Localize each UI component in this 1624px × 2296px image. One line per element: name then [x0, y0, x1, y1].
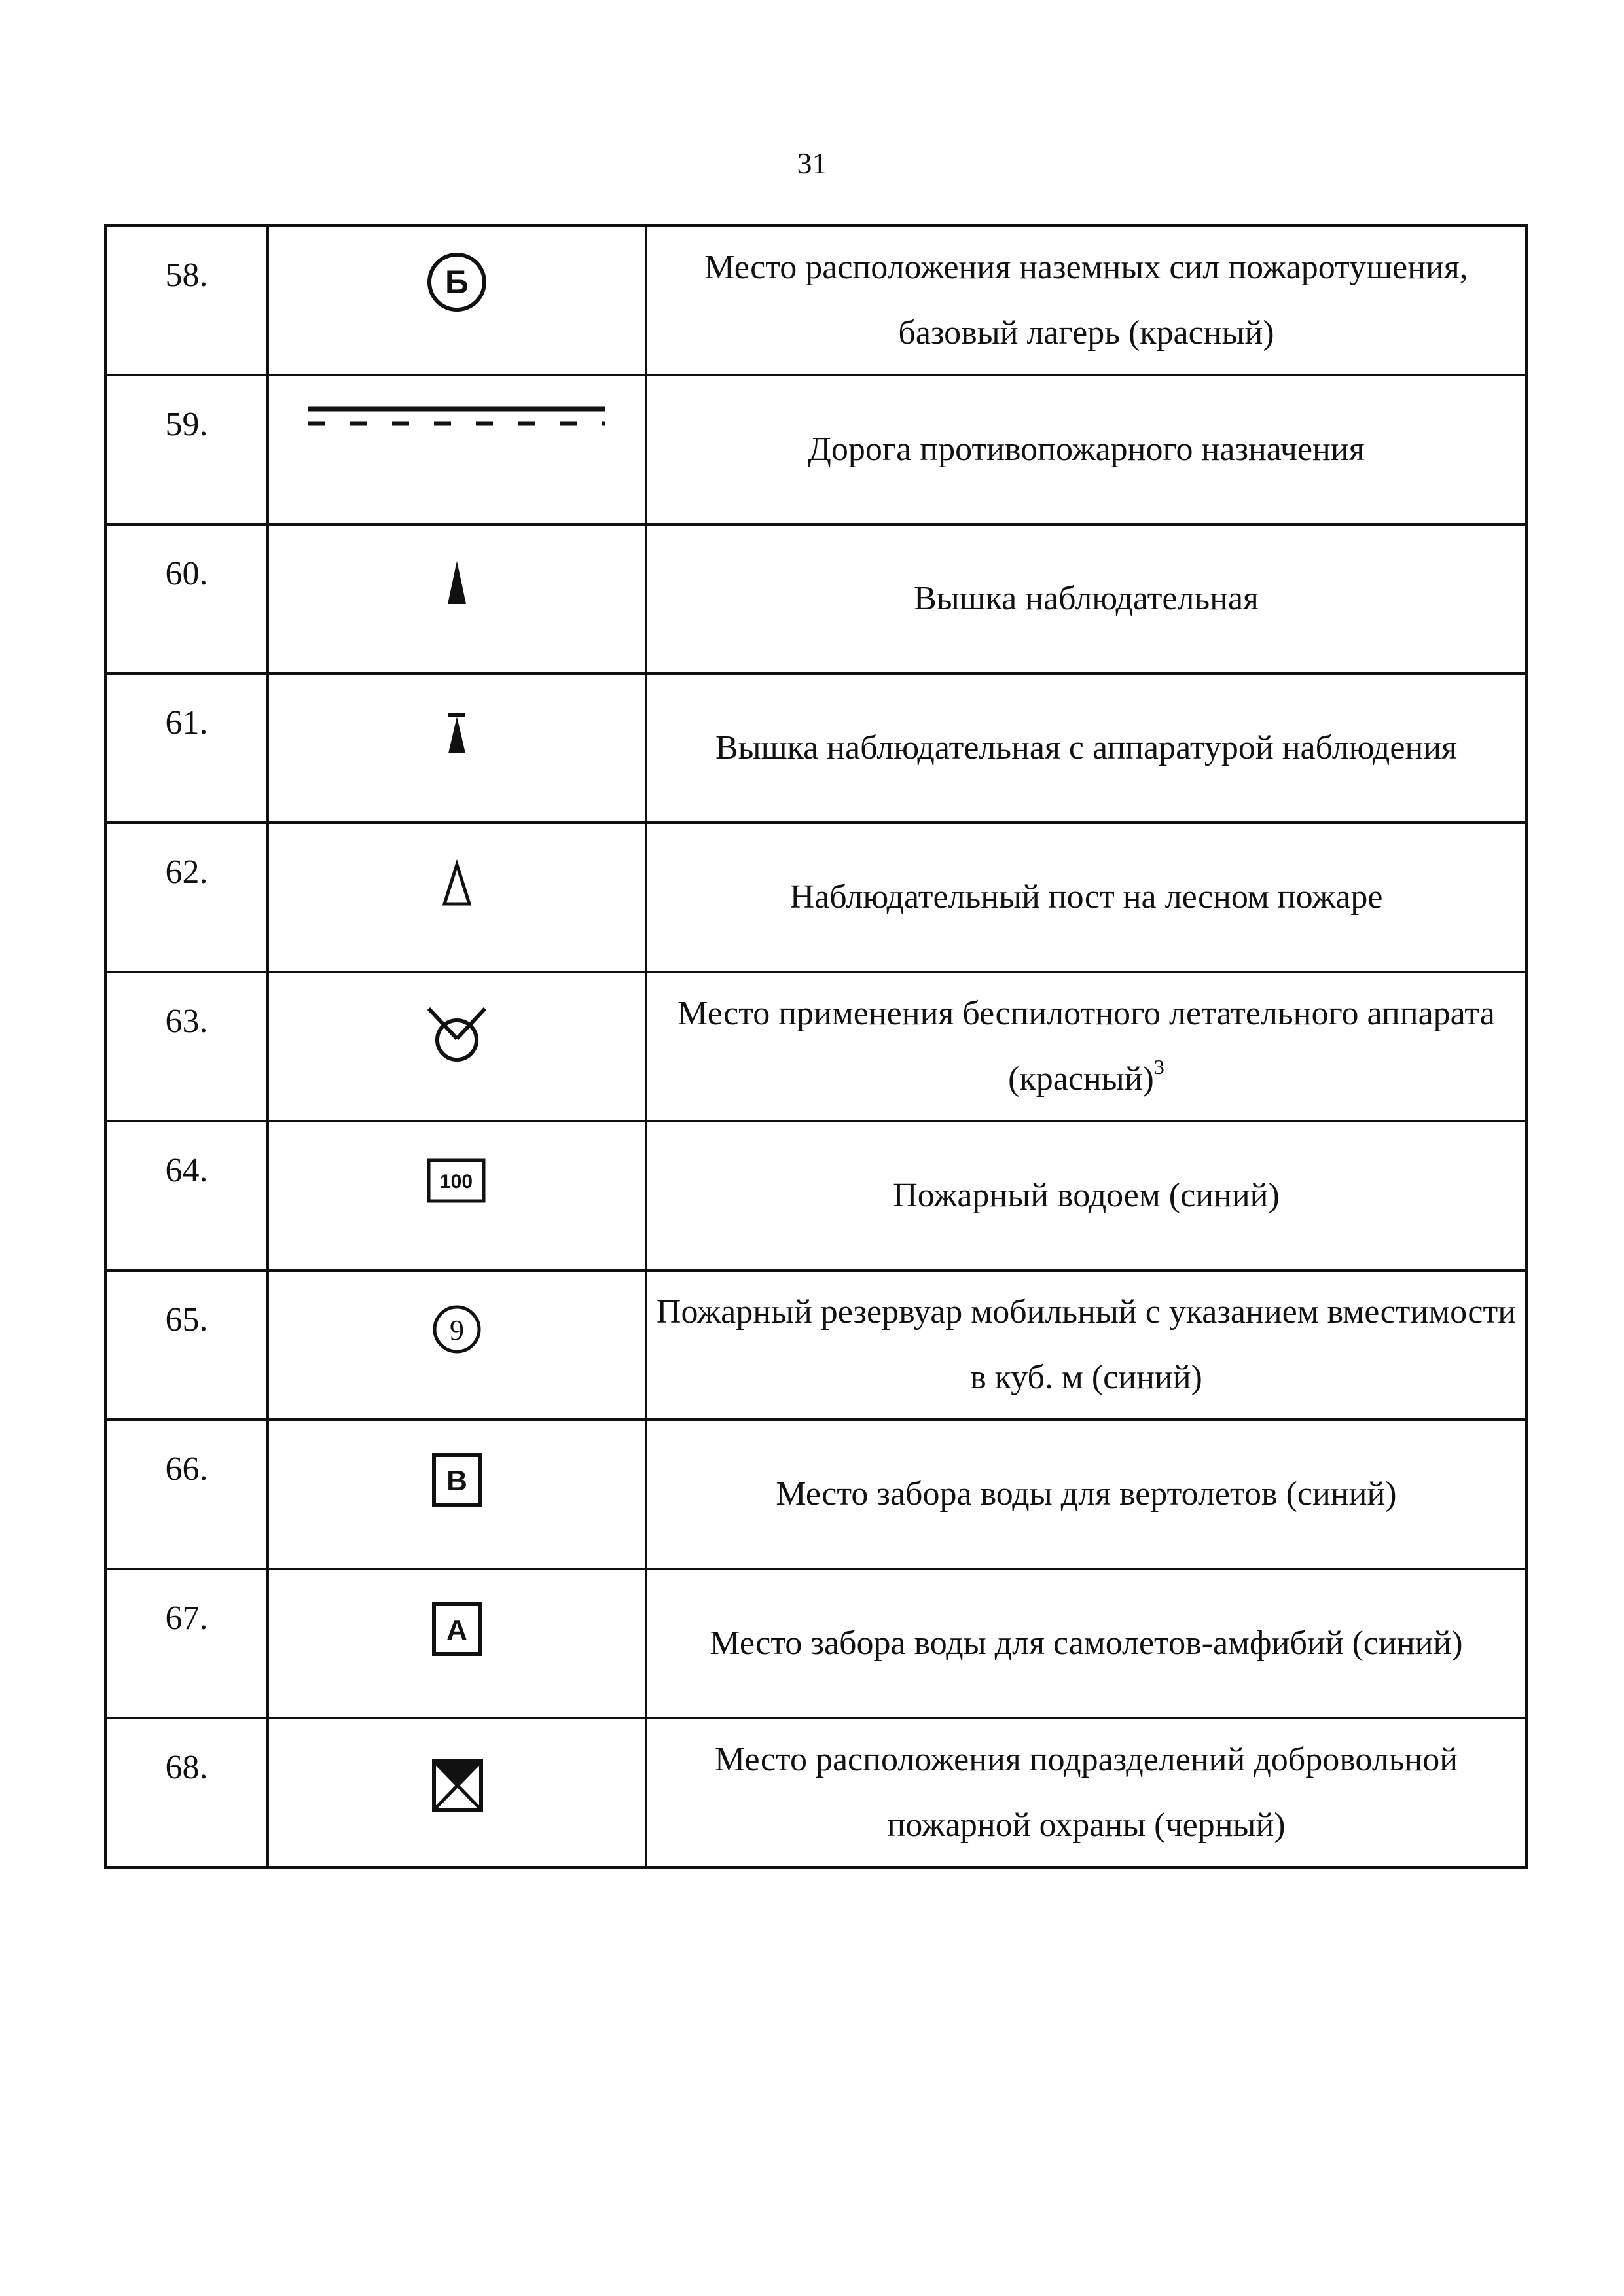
description-cell: Место расположения наземных сил пожаротушения, базовый лагерь (красный) — [646, 226, 1526, 375]
row-number: 66. — [165, 1450, 208, 1488]
symbol-letter: Б — [445, 264, 469, 300]
row-number-cell — [105, 673, 268, 823]
symbol-cell — [268, 673, 646, 823]
symbol-letter: В — [446, 1465, 467, 1497]
row-number: 58. — [165, 257, 208, 294]
description-cell: Дорога противопожарного назначения — [646, 375, 1526, 524]
table-row — [105, 226, 1526, 375]
description-cell — [646, 972, 1526, 1121]
description-cell: Место расположения подразделений добровольной пожарной охраны (черный) — [646, 1718, 1526, 1867]
table-row — [105, 1420, 1526, 1569]
observation-tower-equipment-icon — [437, 691, 477, 769]
footnote-marker: 3 — [1153, 1055, 1164, 1079]
box-letter-a-icon — [421, 1586, 493, 1664]
drone-icon — [414, 989, 499, 1074]
row-number-cell — [105, 1270, 268, 1420]
description-cell: Пожарный водоем (синий) — [646, 1121, 1526, 1270]
symbol-cell — [268, 823, 646, 972]
table-row — [105, 1569, 1526, 1718]
box-cross-icon — [421, 1735, 493, 1820]
row-number-cell — [105, 972, 268, 1121]
symbol-cell — [268, 375, 646, 524]
box-letter-v-icon — [421, 1437, 493, 1515]
symbol-cell — [268, 1121, 646, 1270]
symbol-cell — [268, 1569, 646, 1718]
fire-road-icon — [303, 392, 611, 438]
table-row — [105, 972, 1526, 1121]
description-cell: Пожарный резервуар мобильный с указанием вместимости в куб. м (синий) — [646, 1270, 1526, 1420]
legend-table — [104, 224, 1528, 1869]
row-number-cell — [105, 524, 268, 673]
description-cell: Вышка наблюдательная — [646, 524, 1526, 673]
table-row — [105, 673, 1526, 823]
row-number-cell — [105, 823, 268, 972]
row-number-cell — [105, 1121, 268, 1270]
row-number-cell — [105, 375, 268, 524]
row-number: 64. — [165, 1152, 208, 1189]
description-cell: Место забора воды для вертолетов (синий) — [646, 1420, 1526, 1569]
description-cell: Место забора воды для самолетов-амфибий (синий) — [646, 1569, 1526, 1718]
row-number: 62. — [165, 853, 208, 891]
row-number: 59. — [165, 406, 208, 443]
page-number: 31 — [797, 147, 827, 180]
table-row — [105, 375, 1526, 524]
table-row — [105, 823, 1526, 972]
circle-letter-b-icon — [418, 243, 496, 321]
description-cell: Наблюдательный пост на лесном пожаре — [646, 823, 1526, 972]
box-number-icon — [421, 1138, 493, 1217]
symbol-cell — [268, 1270, 646, 1420]
symbol-cell — [268, 226, 646, 375]
row-number-cell — [105, 1420, 268, 1569]
row-number: 61. — [165, 704, 208, 742]
row-number: 68. — [165, 1749, 208, 1786]
circle-number-icon — [421, 1287, 493, 1366]
row-number-cell — [105, 1569, 268, 1718]
description-text: Место применения беспилотного летательного аппарата (красный) — [677, 995, 1495, 1098]
row-number-cell — [105, 1718, 268, 1867]
symbol-number: 100 — [439, 1171, 473, 1193]
description-cell: Вышка наблюдательная с аппаратурой наблюдения — [646, 673, 1526, 823]
symbol-cell — [268, 524, 646, 673]
symbol-cell — [268, 972, 646, 1121]
table-row — [105, 1270, 1526, 1420]
row-number: 60. — [165, 555, 208, 592]
row-number: 63. — [165, 1003, 208, 1040]
symbol-number: 9 — [450, 1314, 464, 1346]
row-number: 65. — [165, 1301, 208, 1338]
row-number: 67. — [165, 1600, 208, 1637]
symbol-cell — [268, 1420, 646, 1569]
symbol-letter: А — [446, 1614, 467, 1646]
table-row — [105, 1121, 1526, 1270]
table-row — [105, 1718, 1526, 1867]
table-row — [105, 524, 1526, 673]
row-number-cell — [105, 226, 268, 375]
observation-tower-icon — [437, 541, 477, 620]
symbol-cell — [268, 1718, 646, 1867]
triangle-outline-icon — [434, 840, 480, 918]
